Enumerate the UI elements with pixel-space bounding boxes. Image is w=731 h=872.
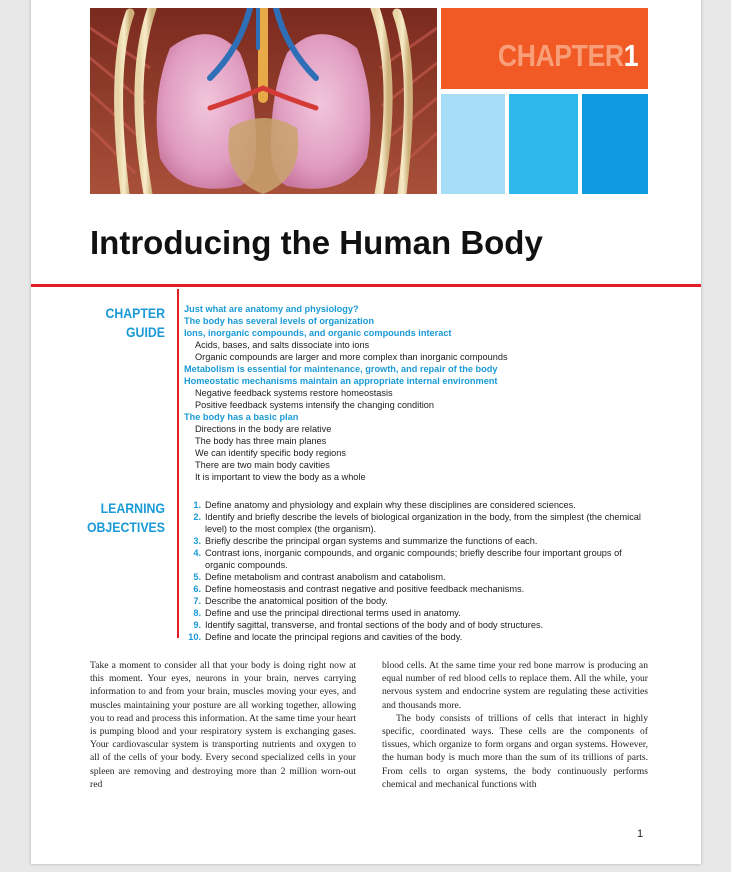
learning-objectives-heading-line2: OBJECTIVES [86,519,165,535]
guide-subheading: Acids, bases, and salts dissociate into ions [195,340,370,350]
guide-subheading: It is important to view the body as a whole [195,472,366,482]
section-divider [177,289,179,638]
body-paragraph: Take a moment to consider all that your body is doing right now at this moment. Your eyes, neurons in your brain, nerves carrying information to and from your brain, muscles moving your eyes, and muscles maintaining your posture are all working together, allowing you to read and process this information. At the same time your heart is pumping blood and your respiratory system is exchanging gases. Your cardiovascular system is transporting nutrients and oxygen to all of the cells of your body. Every second specialized cells in your spleen are removing and destroying more than 2 million worn-out red [90,660,356,790]
chapter-title: Introducing the Human Body [90,224,543,261]
guide-heading: Homeostatic mechanisms maintain an appropriate internal environment [184,376,498,386]
objective-number: 8. [193,608,201,618]
lungs-illustration-icon [90,8,437,194]
objective-text: Briefly describe the principal organ systems and summarize the functions of each. [205,536,538,546]
thoracic-cavity-illustration [90,8,437,194]
objective-text: Define homeostasis and contrast negative and positive feedback mechanisms. [205,584,525,594]
objective-number: 4. [193,548,201,558]
objective-number: 7. [193,596,201,606]
objective-item [184,571,652,583]
decor-tile-light [441,94,505,194]
chapter-guide-heading-line1: CHAPTER [105,305,165,321]
guide-heading: Just what are anatomy and physiology? [184,304,359,314]
guide-subheading: We can identify specific body regions [195,448,346,458]
objective-text: Contrast ions, inorganic compounds, and organic compounds; briefly describe four important groups of organic compounds. [205,548,622,570]
guide-subheading: The body has three main planes [195,436,327,446]
objective-number: 10. [188,632,201,642]
objective-item [184,595,652,607]
guide-subheading: There are two main body cavities [195,460,330,470]
chapter-word: CHAPTER [497,38,624,73]
objective-number: 6. [193,584,201,594]
guide-heading: The body has a basic plan [184,412,299,422]
body-column-right [382,659,648,791]
objective-item [184,547,652,571]
body-column-left [90,659,356,791]
body-paragraph: The body consists of trillions of cells that interact in highly specific, coordinated ways. These cells are the components of tissues, which organize to form organs and organ systems. However, the human body is much more than the sum of its trillions of parts. From cells to organ systems, the body continuously performs chemical and mechanical functions with [382,712,648,790]
objective-item [184,535,652,547]
guide-subheading: Directions in the body are relative [195,424,332,434]
learning-objectives-heading-line1: LEARNING [100,500,165,516]
objective-text: Identify sagittal, transverse, and frontal sections of the body and of body structures. [205,620,544,630]
objective-text: Define anatomy and physiology and explain why these disciplines are considered sciences. [205,500,576,510]
objective-number: 1. [193,500,201,510]
objective-number: 9. [193,620,201,630]
objective-item [184,607,652,619]
objective-number: 3. [193,536,201,546]
chapter-guide-heading [82,304,165,342]
objective-text: Define and use the principal directional terms used in anatomy. [205,608,461,618]
learning-objectives-heading [82,499,165,537]
guide-subheading: Organic compounds are larger and more complex than inorganic compounds [195,352,508,362]
learning-objectives-list [184,499,652,643]
objective-item [184,583,652,595]
decor-tile-dark [582,94,648,194]
guide-subheading: Positive feedback systems intensify the changing condition [195,400,435,410]
title-divider [31,284,701,287]
objective-number: 2. [193,512,201,522]
chapter-label [498,38,638,74]
book-page [31,0,701,864]
chapter-banner [441,8,648,89]
decor-tile-mid [509,94,578,194]
objective-text: Define and locate the principal regions and cavities of the body. [205,632,463,642]
chapter-number: 1 [623,38,638,73]
objective-item [184,631,652,643]
objective-item [184,619,652,631]
objective-item [184,511,652,535]
guide-heading: The body has several levels of organization [184,316,374,326]
objective-text: Identify and briefly describe the levels of biological organization in the body, from the simplest (the chemical level) to the most complex (the organism). [205,512,641,534]
guide-heading: Ions, inorganic compounds, and organic compounds interact [184,328,452,338]
objective-number: 5. [193,572,201,582]
guide-heading: Metabolism is essential for maintenance, growth, and repair of the body [184,364,498,374]
body-paragraph: blood cells. At the same time your red bone marrow is producing an equal number of red blood cells to replace them. All the while, your nervous system and endocrine system are regulating these activities and thousands more. [382,660,648,711]
objective-text: Describe the anatomical position of the body. [205,596,388,606]
objective-text: Define metabolism and contrast anabolism and catabolism. [205,572,446,582]
chapter-guide-list [184,303,654,483]
page-number: 1 [637,828,644,840]
objective-item [184,499,652,511]
guide-subheading: Negative feedback systems restore homeostasis [195,388,393,398]
chapter-guide-heading-line2: GUIDE [125,324,165,340]
